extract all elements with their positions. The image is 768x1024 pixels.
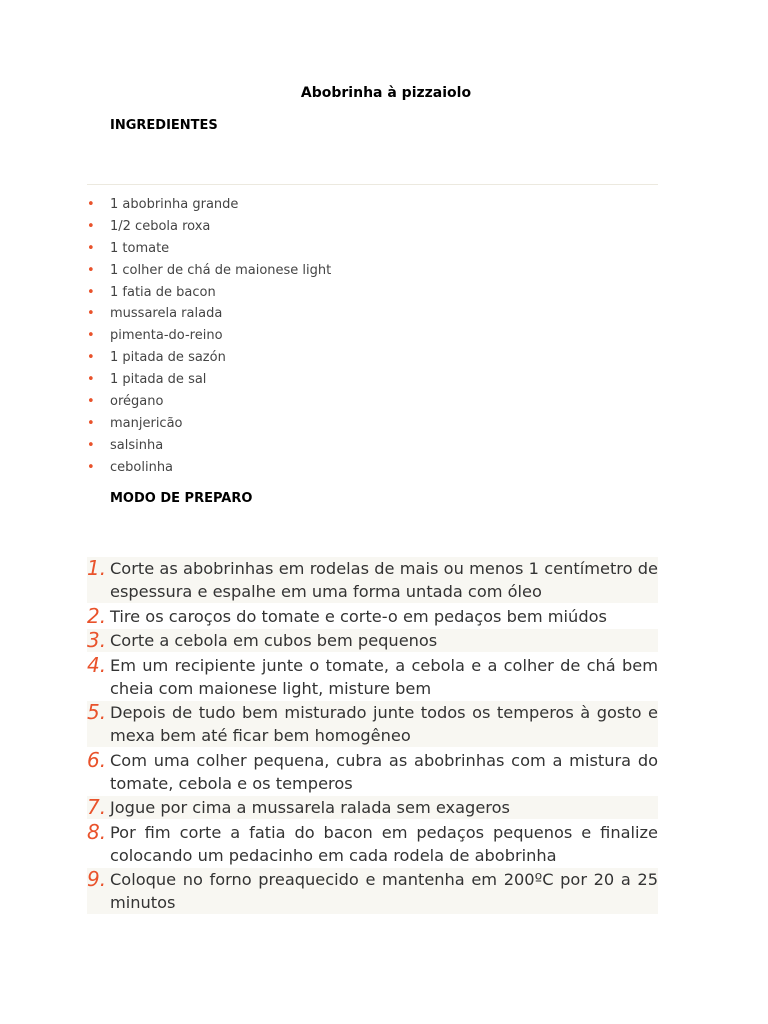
step-item xyxy=(87,796,658,819)
divider xyxy=(87,184,658,185)
ingredient-text: pimenta-do-reino xyxy=(110,328,223,344)
step-text: Coloque no forno preaquecido e mantenha em 200ºC por 20 a 25 minutos xyxy=(110,870,658,912)
step-text: Por fim corte a fatia do bacon em pedaços pequenos e finalize colocando um pedacinho em cada rodela de abobrinha xyxy=(110,822,658,865)
ingredient-text: 1 tomate xyxy=(110,240,170,256)
list-item xyxy=(87,348,658,370)
ingredient-text: 1 pitada de sazón xyxy=(110,350,226,366)
preparation-heading: MODO DE PREPARO xyxy=(110,491,253,506)
step-item xyxy=(87,557,658,603)
ingredient-text: 1/2 cebola roxa xyxy=(110,218,211,234)
step-item xyxy=(87,749,658,795)
bullet-icon: • xyxy=(87,284,95,300)
bullet-icon: • xyxy=(87,262,95,278)
bullet-icon: • xyxy=(87,437,95,453)
step-text: Com uma colher pequena, cubra as abobrinhas com a mistura do tomate, cebola e os temperos xyxy=(110,750,658,793)
step-number: 7. xyxy=(87,795,107,819)
ingredient-text: orégano xyxy=(110,394,164,410)
step-text: Depois de tudo bem misturado junte todos os temperos à gosto e mexa bem até ficar bem homogêneo xyxy=(110,703,658,745)
ingredient-text: 1 pitada de sal xyxy=(110,372,207,388)
list-item xyxy=(87,326,658,348)
step-item xyxy=(87,821,658,867)
bullet-icon: • xyxy=(87,350,95,366)
bullet-icon: • xyxy=(87,306,95,322)
ingredient-text: 1 abobrinha grande xyxy=(110,197,239,212)
step-text: Jogue por cima a mussarela ralada sem exageros xyxy=(110,798,510,817)
ingredient-text: cebolinha xyxy=(110,459,174,475)
list-item xyxy=(87,239,658,261)
list-item xyxy=(87,370,658,392)
steps-list xyxy=(87,557,658,916)
bullet-icon: • xyxy=(87,240,95,256)
recipe-title: Abobrinha à pizzaiolo xyxy=(300,85,472,101)
bullet-icon: • xyxy=(87,394,95,410)
step-text: Corte as abobrinhas em rodelas de mais ou menos 1 centímetro de espessura e espalhe em uma forma untada com óleo xyxy=(110,559,658,601)
ingredient-text: 1 fatia de bacon xyxy=(110,284,216,300)
step-text: Em um recipiente junte o tomate, a cebola e a colher de chá bem cheia com maionese light, misture bem xyxy=(110,655,658,698)
bullet-icon: • xyxy=(87,197,95,212)
step-text: Tire os caroços do tomate e corte-o em pedaços bem miúdos xyxy=(110,606,607,626)
ingredient-text: mussarela ralada xyxy=(110,306,223,322)
step-item xyxy=(87,605,658,628)
step-number: 1. xyxy=(87,556,107,580)
step-item xyxy=(87,701,658,747)
bullet-icon: • xyxy=(87,328,95,344)
list-item xyxy=(87,304,658,326)
step-number: 4. xyxy=(87,652,107,677)
list-item xyxy=(87,217,658,239)
step-number: 3. xyxy=(87,628,107,652)
step-text: Corte a cebola em cubos bem pequenos xyxy=(110,631,438,650)
ingredient-text: 1 colher de chá de maionese light xyxy=(110,262,332,278)
list-item xyxy=(87,261,658,283)
ingredient-text: salsinha xyxy=(110,437,164,453)
list-item xyxy=(87,458,658,480)
bullet-icon: • xyxy=(87,459,95,475)
step-number: 2. xyxy=(87,603,107,628)
bullet-icon: • xyxy=(87,372,95,388)
bullet-icon: • xyxy=(87,415,95,431)
list-item xyxy=(87,283,658,305)
list-item xyxy=(87,195,658,217)
bullet-icon: • xyxy=(87,218,95,234)
step-item xyxy=(87,629,658,652)
step-number: 9. xyxy=(87,867,107,891)
list-item xyxy=(87,392,658,414)
step-item xyxy=(87,868,658,914)
list-item xyxy=(87,436,658,458)
step-number: 6. xyxy=(87,747,107,772)
step-item xyxy=(87,654,658,700)
list-item xyxy=(87,414,658,436)
step-number: 5. xyxy=(87,700,107,724)
ingredients-list xyxy=(87,195,658,480)
ingredients-heading: INGREDIENTES xyxy=(110,118,218,133)
step-number: 8. xyxy=(87,819,107,844)
ingredient-text: manjericão xyxy=(110,415,183,431)
